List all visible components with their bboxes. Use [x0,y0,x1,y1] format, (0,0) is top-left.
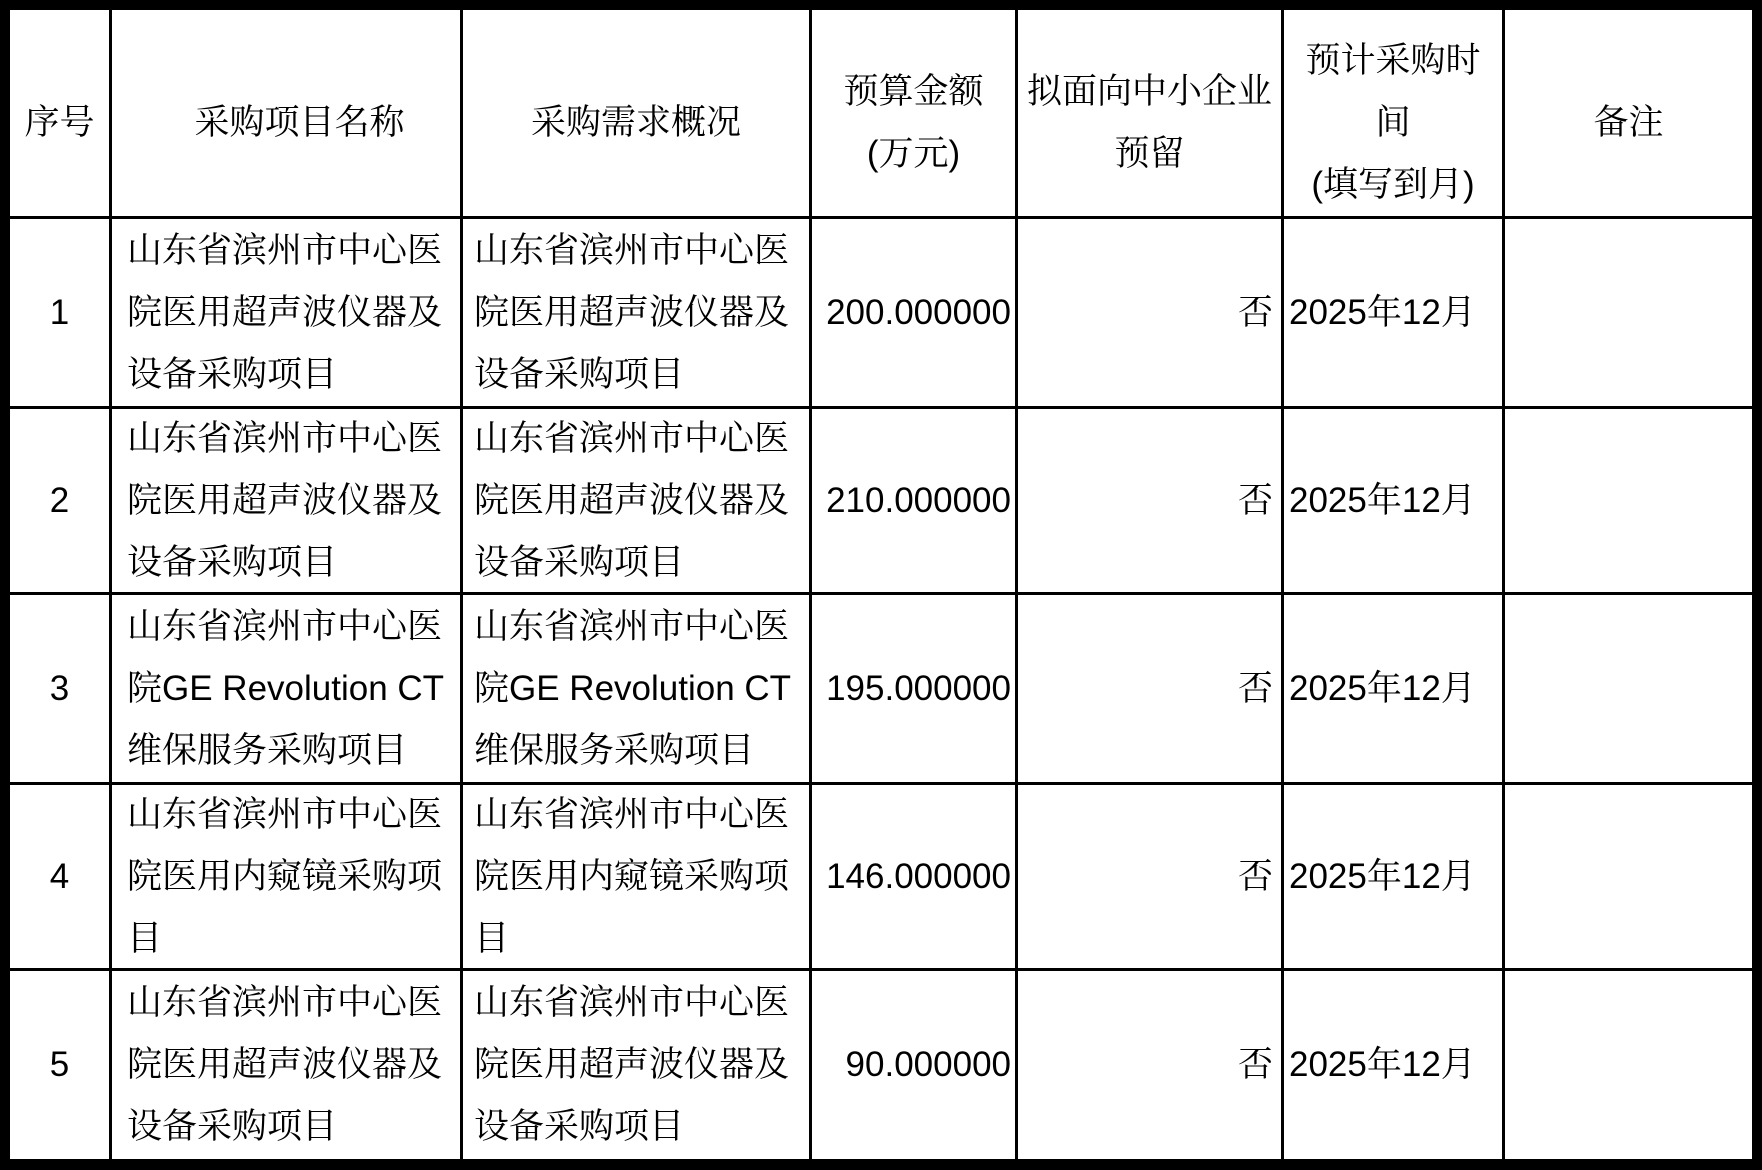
cell-requirement [463,595,809,782]
cell-project-name [112,219,460,406]
header-remarks: 备注 [1593,103,1664,142]
cell-requirement [463,409,809,592]
cell-remarks [1505,409,1752,592]
cell-sme-reserved: 否 [1018,785,1281,968]
cell-index: 1 [10,219,109,406]
cell-requirement [463,971,809,1159]
cell-planned-time: 2025年12月 [1284,971,1502,1159]
cell-remarks [1505,785,1752,968]
requirement-text: 山东省滨州市中心医院医用超声波仪器及设备采购项目 [474,983,790,1146]
header-cell-remarks [1505,10,1752,216]
header-cell-project-name [112,10,460,216]
cell-remarks [1505,971,1752,1159]
project-name-text: 山东省滨州市中心医院医用超声波仪器及设备采购项目 [127,983,443,1146]
header-cell-sme-reserved [1018,10,1281,216]
header-index: 序号 [24,103,95,142]
requirement-text: 山东省滨州市中心医院医用超声波仪器及设备采购项目 [474,230,790,394]
requirement-text: 山东省滨州市中心医院GE Revolution CT维保服务采购项目 [474,606,792,770]
cell-index: 4 [10,785,109,968]
cell-index: 5 [10,971,109,1159]
cell-sme-reserved: 否 [1018,971,1281,1159]
cell-budget: 200.000000 [812,219,1015,406]
cell-index: 3 [10,595,109,782]
cell-budget: 195.000000 [812,595,1015,782]
header-cell-requirement [463,10,809,216]
cell-project-name [112,595,460,782]
cell-requirement [463,219,809,406]
header-cell-budget [812,10,1015,216]
cell-planned-time: 2025年12月 [1284,785,1502,968]
project-name-text: 山东省滨州市中心医院医用内窥镜采购项目 [127,794,443,958]
cell-planned-time: 2025年12月 [1284,409,1502,592]
cell-project-name [112,785,460,968]
cell-sme-reserved: 否 [1018,219,1281,406]
cell-sme-reserved: 否 [1018,595,1281,782]
cell-index: 2 [10,409,109,592]
requirement-text: 山东省滨州市中心医院医用内窥镜采购项目 [474,794,790,958]
cell-requirement [463,785,809,968]
header-cell-index [10,10,109,216]
header-project-name: 采购项目名称 [194,103,405,142]
project-name-text: 山东省滨州市中心医院GE Revolution CT维保服务采购项目 [127,606,445,770]
header-budget [843,61,983,185]
cell-planned-time: 2025年12月 [1284,595,1502,782]
project-name-text: 山东省滨州市中心医院医用超声波仪器及设备采购项目 [127,418,443,582]
cell-budget: 90.000000 [812,971,1015,1159]
cell-budget: 210.000000 [812,409,1015,592]
header-sme-reserved: 拟面向中小企业预留 [1026,72,1272,173]
header-requirement: 采购需求概况 [530,103,741,142]
header-planned-time [1298,30,1488,216]
cell-planned-time: 2025年12月 [1284,219,1502,406]
cell-project-name [112,409,460,592]
cell-sme-reserved: 否 [1018,409,1281,592]
cell-remarks [1505,219,1752,406]
cell-budget: 146.000000 [812,785,1015,968]
header-cell-planned-time [1284,10,1502,216]
requirement-text: 山东省滨州市中心医院医用超声波仪器及设备采购项目 [474,418,790,582]
header-budget-label: 预算金额 [843,72,984,111]
cell-project-name [112,971,460,1159]
cell-remarks [1505,595,1752,782]
project-name-text: 山东省滨州市中心医院医用超声波仪器及设备采购项目 [127,230,443,394]
header-planned-time-note: (填写到月) [1311,165,1475,204]
header-budget-unit: (万元) [866,134,961,173]
header-planned-time-label: 预计采购时间 [1305,41,1481,142]
